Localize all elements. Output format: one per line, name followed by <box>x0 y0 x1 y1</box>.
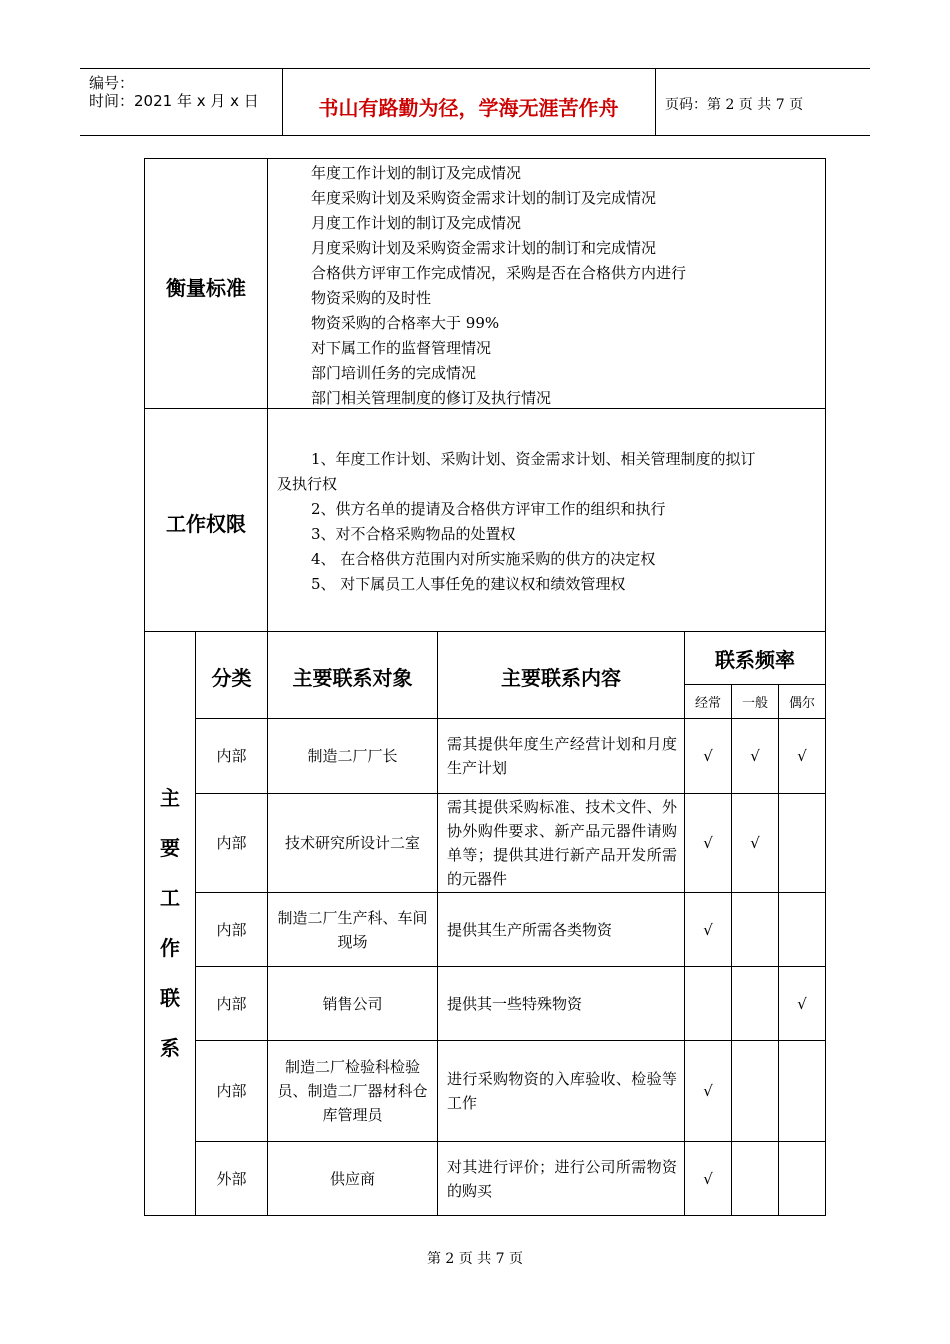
authority-item: 1、年度工作计划、采购计划、资金需求计划、相关管理制度的拟订 <box>311 450 756 468</box>
standards-item: 物资采购的及时性 <box>311 289 432 307</box>
row-often-check: √ <box>703 747 713 765</box>
row-category: 外部 <box>216 1169 247 1188</box>
header-divider-right <box>655 68 656 136</box>
authority-item: 3、对不合格采购物品的处置权 <box>311 525 516 543</box>
row-normal-check <box>732 1142 778 1215</box>
standards-item: 对下属工作的监督管理情况 <box>311 339 492 357</box>
page-footer: 第 2 页 共 7 页 <box>426 1251 524 1267</box>
row-content: 需其提供年度生产经营计划和月度生产计划 <box>447 735 677 777</box>
row-often-check: √ <box>703 834 713 852</box>
relations-label-char: 工 <box>160 886 180 910</box>
row-content: 进行采购物资的入库验收、检验等工作 <box>447 1070 677 1112</box>
row-target: 制造二厂厂长 <box>307 747 398 765</box>
row-occasional-check <box>779 1041 825 1141</box>
standards-item: 部门相关管理制度的修订及执行情况 <box>311 389 552 407</box>
relations-vertical-label <box>145 632 195 1214</box>
header-motto: 书山有路勤为径，学海无涯苦作舟 <box>318 96 619 120</box>
row-often-check <box>685 967 731 1040</box>
row-normal-check: √ <box>750 747 760 765</box>
header-page-info: 页码：第 2 页 共 7 页 <box>665 97 804 113</box>
authority-item: 2、供方名单的提请及合格供方评审工作的组织和执行 <box>311 500 666 518</box>
row-category: 内部 <box>216 1082 247 1100</box>
row-content: 需其提供采购标准、技术文件、外协外购件要求、新产品元器件请购单等；提供其进行新产品开发所需的元器件 <box>447 798 677 888</box>
row-category: 内部 <box>216 834 247 852</box>
row-occasional-check <box>779 1142 825 1215</box>
header-often: 经常 <box>694 696 721 711</box>
row-content: 提供其生产所需各类物资 <box>447 920 613 939</box>
standards-item: 物资采购的合格率大于 99% <box>311 314 500 332</box>
row-normal-check: √ <box>750 834 760 852</box>
header-category: 分类 <box>211 666 252 690</box>
header-occasional: 偶尔 <box>788 696 815 711</box>
row-often-check: √ <box>703 1169 713 1188</box>
row-normal-check <box>732 893 778 966</box>
row-category: 内部 <box>216 747 247 765</box>
standards-item: 月度采购计划及采购资金需求计划的制订和完成情况 <box>311 239 657 257</box>
relations-label-char: 系 <box>160 1036 180 1060</box>
standards-caption: 衡量标准 <box>166 276 246 300</box>
relations-label-char: 联 <box>160 986 180 1010</box>
row-occasional-check <box>779 794 825 892</box>
header-top-rule <box>80 68 870 69</box>
header-content: 主要联系内容 <box>501 666 621 690</box>
standards-item: 合格供方评审工作完成情况，采购是否在合格供方内进行 <box>311 264 687 282</box>
row-occasional-check <box>779 893 825 966</box>
row-occasional-check: √ <box>797 994 807 1013</box>
authority-item: 5、 对下属员工人事任免的建议权和绩效管理权 <box>311 575 626 593</box>
row-category: 内部 <box>216 994 247 1013</box>
row-content: 对其进行评价；进行公司所需物资的购买 <box>447 1157 677 1200</box>
row-normal-check <box>732 1041 778 1141</box>
standards-item: 年度工作计划的制订及完成情况 <box>311 164 522 182</box>
header-bottom-rule <box>80 135 870 136</box>
row-target: 销售公司 <box>322 994 383 1013</box>
header-frequency: 联系频率 <box>715 648 795 672</box>
standards-item: 年度采购计划及采购资金需求计划的制订及完成情况 <box>311 189 657 207</box>
row-often-check: √ <box>703 1082 713 1100</box>
header-date: 时间：2021 年 x 月 x 日 <box>89 92 259 110</box>
row-target: 技术研究所设计二室 <box>284 834 420 852</box>
row-normal-check <box>732 967 778 1040</box>
relations-label-char: 要 <box>160 836 180 860</box>
row-often-check: √ <box>703 920 713 939</box>
authority-caption: 工作权限 <box>166 512 246 536</box>
row-category: 内部 <box>216 920 247 939</box>
relations-label-char: 作 <box>160 936 180 960</box>
row-target: 制造二厂检验科检验员、制造二厂器材科仓库管理员 <box>277 1058 428 1124</box>
header-target: 主要联系对象 <box>292 666 413 690</box>
standards-item: 部门培训任务的完成情况 <box>311 364 477 382</box>
row-target: 制造二厂生产科、车间现场 <box>277 908 428 951</box>
row-target: 供应商 <box>329 1169 375 1188</box>
standards-item: 月度工作计划的制订及完成情况 <box>311 214 522 232</box>
row-occasional-check: √ <box>797 747 807 765</box>
header-number-label: 编号： <box>89 74 135 92</box>
authority-item: 4、 在合格供方范围内对所实施采购的供方的决定权 <box>311 550 656 568</box>
row-content: 提供其一些特殊物资 <box>447 994 583 1013</box>
authority-item-continued: 及执行权 <box>277 475 338 493</box>
header-normal: 一般 <box>741 696 768 711</box>
relations-label-char: 主 <box>160 786 180 810</box>
